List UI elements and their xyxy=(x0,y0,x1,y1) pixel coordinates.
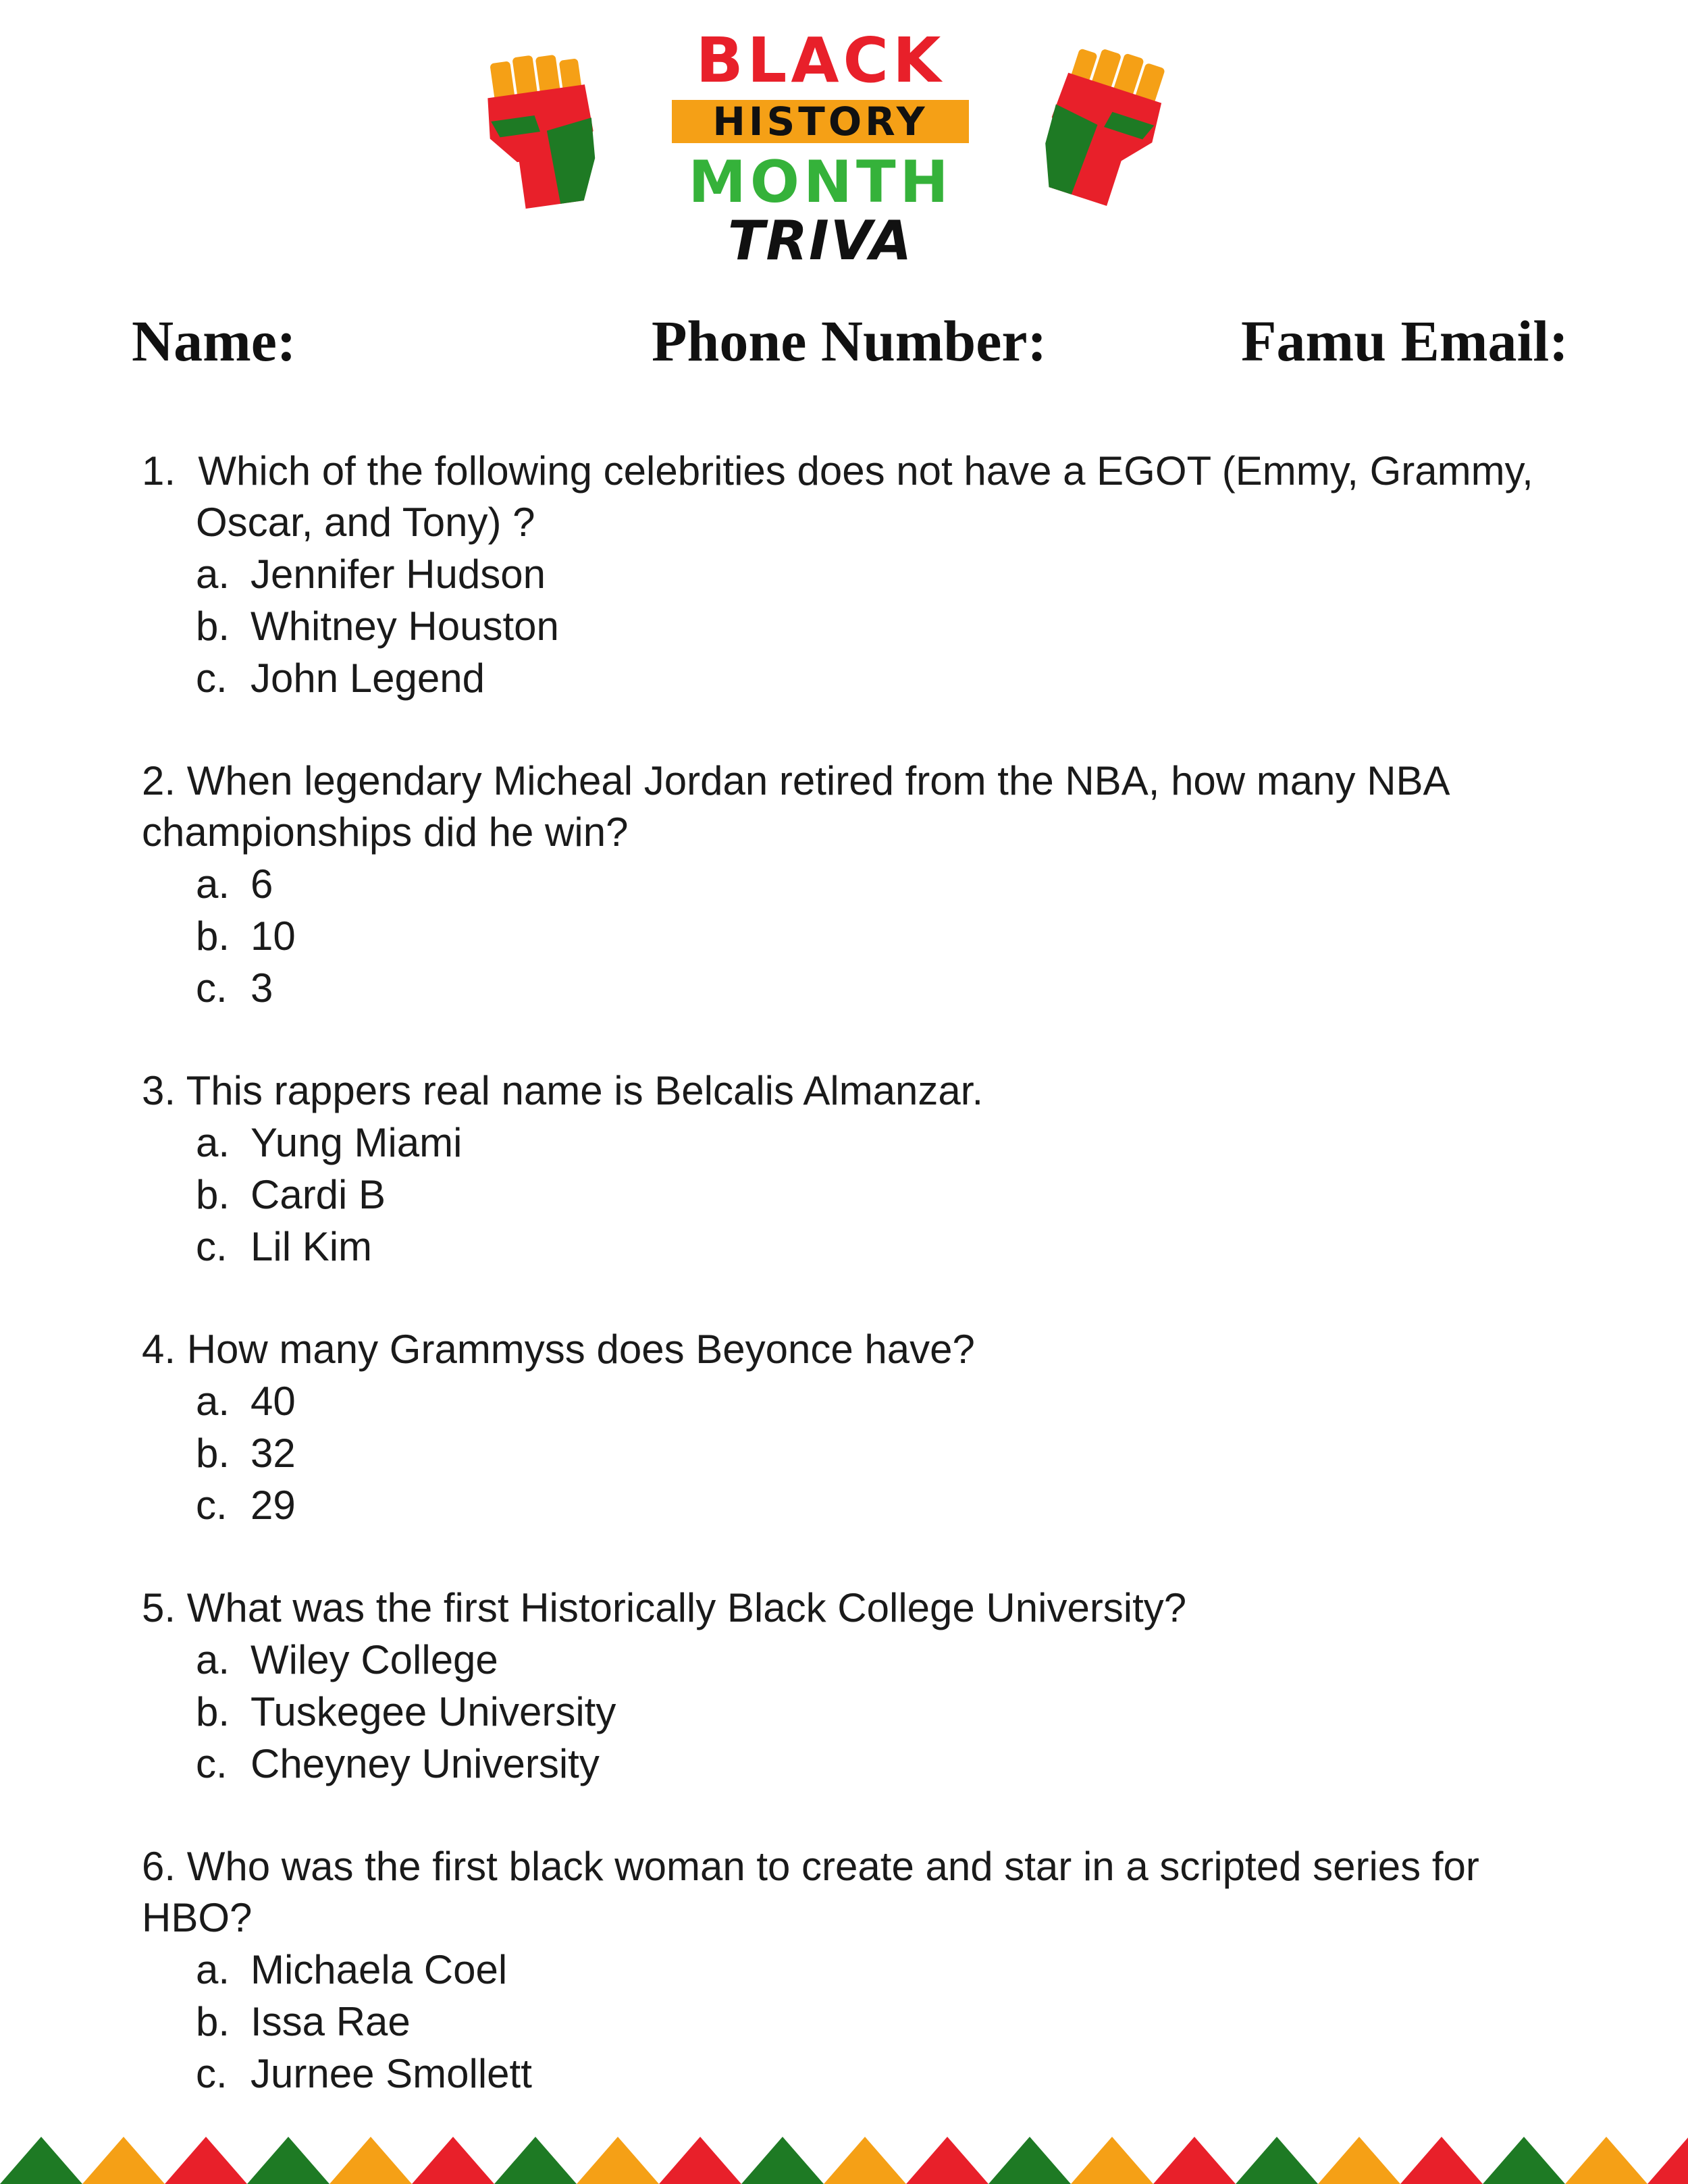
border-triangle xyxy=(412,2137,494,2184)
option-a xyxy=(142,1117,1566,1169)
option-text: Cheyney University xyxy=(250,1741,600,1786)
option-letter: b. xyxy=(196,1689,230,1734)
border-triangle xyxy=(82,2137,165,2184)
question-number: 3. xyxy=(142,1068,176,1113)
options-list xyxy=(142,1375,1566,1531)
question-number: 2. xyxy=(142,758,176,803)
border-triangle xyxy=(1071,2137,1153,2184)
option-c xyxy=(142,1221,1566,1273)
question-body: This rappers real name is Belcalis Almanzar. xyxy=(186,1068,984,1113)
option-letter: a. xyxy=(196,1120,230,1165)
border-triangle xyxy=(741,2137,824,2184)
option-letter: a. xyxy=(196,1379,230,1424)
option-text: Cardi B xyxy=(250,1172,386,1217)
border-triangle xyxy=(0,2137,82,2184)
option-text: Yung Miami xyxy=(250,1120,463,1165)
question-5 xyxy=(142,1582,1566,1790)
border-triangle xyxy=(1318,2137,1400,2184)
title-history: HISTORY xyxy=(672,100,969,143)
option-text: Jennifer Hudson xyxy=(250,552,546,597)
border-triangle xyxy=(1236,2137,1318,2184)
option-text: Lil Kim xyxy=(250,1224,373,1269)
question-text xyxy=(142,446,1566,548)
border-triangle xyxy=(1647,2137,1688,2184)
border-triangle xyxy=(165,2137,247,2184)
question-2 xyxy=(142,755,1566,1014)
option-a xyxy=(142,1944,1566,1996)
question-body: Which of the following celebrities does not have a EGOT (Emmy, Grammy, Oscar, and Tony) ? xyxy=(196,448,1533,545)
raised-fist-icon xyxy=(473,51,608,213)
option-text: Wiley College xyxy=(250,1637,498,1682)
question-1 xyxy=(142,446,1566,704)
question-body: What was the first Historically Black College University? xyxy=(186,1585,1187,1630)
title-trivia: TRIVA xyxy=(727,209,914,272)
option-text: 3 xyxy=(250,965,273,1011)
option-text: 6 xyxy=(250,861,273,907)
option-letter: b. xyxy=(196,1172,230,1217)
option-b xyxy=(142,1169,1566,1221)
border-triangle xyxy=(1565,2137,1647,2184)
question-text xyxy=(142,755,1566,858)
border-triangle xyxy=(247,2137,329,2184)
question-text xyxy=(142,1582,1566,1634)
option-letter: a. xyxy=(196,1947,230,1992)
title-month: MONTH xyxy=(688,149,953,216)
option-letter: b. xyxy=(196,1431,230,1476)
raised-fist-icon xyxy=(1036,46,1171,208)
option-text: Whitney Houston xyxy=(250,604,559,649)
option-a xyxy=(142,1634,1566,1686)
option-c xyxy=(142,962,1566,1014)
triangle-border-decoration xyxy=(0,2137,1688,2184)
option-letter: b. xyxy=(196,1999,230,2044)
option-letter: a. xyxy=(196,552,230,597)
famu-email-label: Famu Email: xyxy=(1241,309,1568,373)
option-b xyxy=(142,1427,1566,1479)
option-letter: c. xyxy=(196,1224,228,1269)
option-text: 29 xyxy=(250,1483,296,1528)
option-text: 10 xyxy=(250,913,296,959)
option-c xyxy=(142,1738,1566,1790)
option-letter: a. xyxy=(196,1637,230,1682)
option-letter: c. xyxy=(196,2051,228,2096)
border-triangle xyxy=(659,2137,741,2184)
border-triangle xyxy=(906,2137,988,2184)
option-text: John Legend xyxy=(250,656,485,701)
border-triangle xyxy=(1400,2137,1483,2184)
option-letter: b. xyxy=(196,604,230,649)
name-label: Name: xyxy=(132,309,296,373)
question-text xyxy=(142,1065,1566,1117)
question-text xyxy=(142,1841,1566,1944)
border-triangle xyxy=(494,2137,577,2184)
option-c xyxy=(142,2048,1566,2100)
question-text xyxy=(142,1324,1566,1375)
border-triangle xyxy=(1153,2137,1236,2184)
question-3 xyxy=(142,1065,1566,1273)
option-letter: c. xyxy=(196,1741,228,1786)
option-text: 32 xyxy=(250,1431,296,1476)
option-text: Issa Rae xyxy=(250,1999,411,2044)
options-list xyxy=(142,858,1566,1014)
header xyxy=(0,0,1688,284)
border-triangle xyxy=(329,2137,412,2184)
question-body: How many Grammyss does Beyonce have? xyxy=(186,1327,975,1372)
question-6 xyxy=(142,1841,1566,2100)
question-number: 6. xyxy=(142,1844,176,1889)
option-letter: a. xyxy=(196,861,230,907)
option-letter: c. xyxy=(196,1483,228,1528)
option-b xyxy=(142,600,1566,652)
option-text: Michaela Coel xyxy=(250,1947,508,1992)
option-text: Jurnee Smollett xyxy=(250,2051,532,2096)
question-body: Who was the first black woman to create and star in a scripted series for HBO? xyxy=(142,1844,1479,1940)
question-4 xyxy=(142,1324,1566,1531)
option-text: Tuskegee University xyxy=(250,1689,616,1734)
title-black: BLACK xyxy=(695,24,945,97)
option-letter: b. xyxy=(196,913,230,959)
phone-number-label: Phone Number: xyxy=(652,309,1047,373)
question-number: 1. xyxy=(142,448,176,494)
option-b xyxy=(142,1996,1566,2048)
border-triangle xyxy=(1483,2137,1565,2184)
border-triangle xyxy=(577,2137,659,2184)
option-b xyxy=(142,1686,1566,1738)
question-number: 5. xyxy=(142,1585,176,1630)
option-text: 40 xyxy=(250,1379,296,1424)
options-list xyxy=(142,1944,1566,2100)
question-body: When legendary Micheal Jordan retired from the NBA, how many NBA championships did he win? xyxy=(142,758,1448,855)
option-b xyxy=(142,910,1566,962)
option-a xyxy=(142,858,1566,910)
option-letter: c. xyxy=(196,656,228,701)
option-c xyxy=(142,1479,1566,1531)
options-list xyxy=(142,1117,1566,1273)
options-list xyxy=(142,1634,1566,1790)
option-c xyxy=(142,652,1566,704)
option-a xyxy=(142,1375,1566,1427)
quiz-questions xyxy=(142,446,1566,2151)
option-a xyxy=(142,548,1566,600)
border-triangle xyxy=(988,2137,1071,2184)
border-triangle xyxy=(824,2137,906,2184)
question-number: 4. xyxy=(142,1327,176,1372)
options-list xyxy=(142,548,1566,704)
option-letter: c. xyxy=(196,965,228,1011)
